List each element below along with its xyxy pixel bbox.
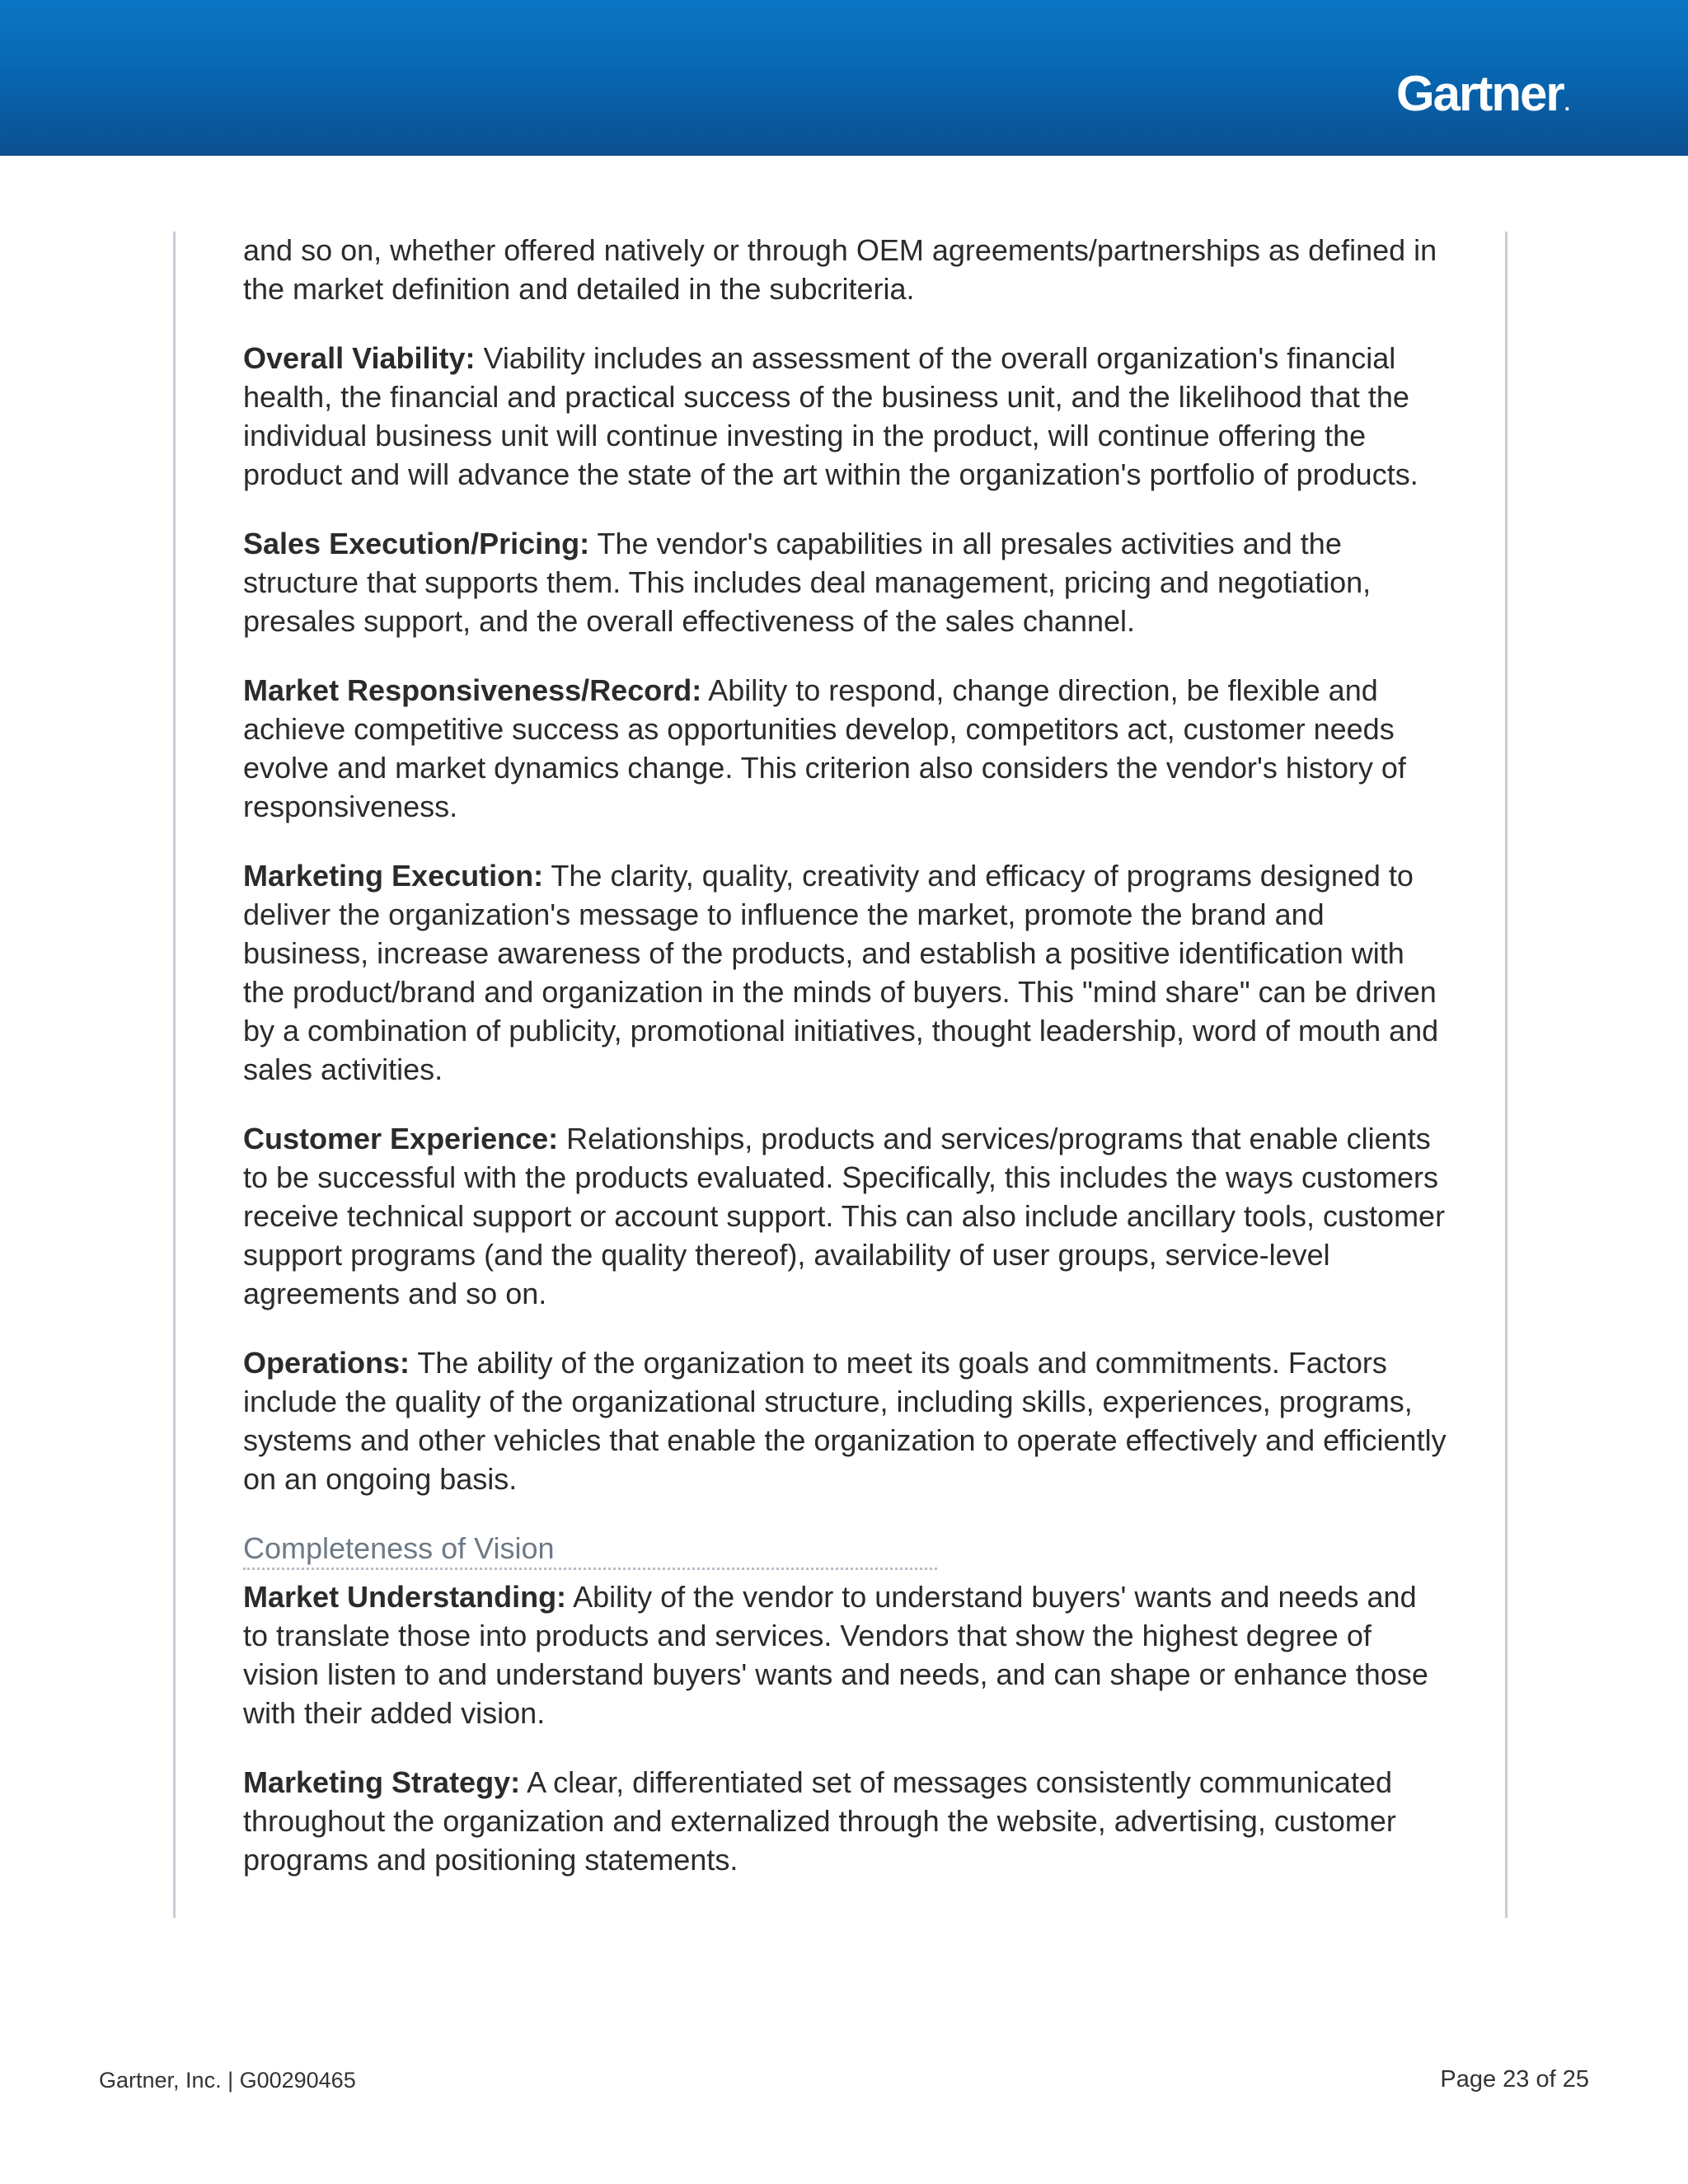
criterion-text: The ability of the organization to meet its goals and commitments. Factors include the quality of the organizational structure, including skills, experiences, programs, systems and other vehicles that enable the organization to operate effectively and efficiently on an ongoing basis. xyxy=(243,1346,1447,1496)
criterion-operations xyxy=(243,1343,1447,1498)
criterion-term: Market Understanding: xyxy=(243,1580,567,1614)
criterion-text: The vendor's capabilities in all presales activities and the structure that supports them. This includes deal management, pricing and negotiation, presales support, and the overall effectiveness of the sales channel. xyxy=(243,527,1372,638)
criterion-marketing-strategy xyxy=(243,1763,1447,1879)
criterion-market-understanding xyxy=(243,1577,1447,1732)
criterion-customer-experience xyxy=(243,1119,1447,1313)
criterion-text: Viability includes an assessment of the overall organization's financial health, the financial and practical success of the business unit, and the likelihood that the individual business unit will continue investing in the product, will continue offering the product and will advance the state of the art within the organization's portfolio of products. xyxy=(243,341,1418,491)
page-header xyxy=(0,0,1688,156)
criterion-overall-viability xyxy=(243,339,1447,494)
gartner-logo xyxy=(1396,64,1568,133)
criterion-term: Operations: xyxy=(243,1346,410,1380)
criterion-term: Marketing Execution: xyxy=(243,859,544,893)
criterion-term: Marketing Strategy: xyxy=(243,1765,521,1799)
criterion-market-responsiveness xyxy=(243,671,1447,826)
intro-paragraph: and so on, whether offered natively or through OEM agreements/partnerships as defined in the market definition and detailed in the subcriteria. xyxy=(243,233,1437,306)
criterion-sales-execution xyxy=(243,524,1447,640)
criterion-term: Customer Experience: xyxy=(243,1122,559,1155)
footer-page-number: Page 23 of 25 xyxy=(1440,2066,1589,2093)
criterion-text: A clear, differentiated set of messages consistently communicated throughout the organization and externalized through the website, advertising, customer programs and positioning statements. xyxy=(243,1765,1396,1877)
footer-document-id: Gartner, Inc. | G00290465 xyxy=(99,2068,356,2093)
criterion-marketing-execution xyxy=(243,856,1447,1089)
logo-dot: . xyxy=(1564,91,1568,115)
criterion-term: Market Responsiveness/Record: xyxy=(243,673,702,707)
criterion-text: Relationships, products and services/programs that enable clients to be successful with the products evaluated. Specifically, this includes the ways customers receive technical support or account support. This can also include ancillary tools, customer support programs (and the quality thereof), availability of user groups, service-level agreements and so on. xyxy=(243,1122,1446,1310)
criterion-text: The clarity, quality, creativity and efficacy of programs designed to deliver the organization's message to influence the market, promote the brand and business, increase awareness of the products, and establish a positive identification with the product/brand and organization in the minds of buyers. This "mind share" can be driven by a combination of publicity, promotional initiatives, thought leadership, word of mouth and sales activities. xyxy=(243,859,1439,1086)
criterion-term: Overall Viability: xyxy=(243,341,476,375)
criterion-text: Ability of the vendor to understand buyers' wants and needs and to translate those into products and services. Vendors that show the highest degree of vision listen to and understand buyers' wants and needs, and can shape or enhance those with their added vision. xyxy=(243,1580,1428,1730)
criterion-term: Sales Execution/Pricing: xyxy=(243,527,590,560)
criterion-text: Ability to respond, change direction, be flexible and achieve competitive success as opportunities develop, competitors act, customer needs evolve and market dynamics change. This criterion also considers the vendor's history of responsiveness. xyxy=(243,673,1406,823)
logo-text: Gartner xyxy=(1396,66,1564,121)
left-margin-rule xyxy=(173,232,176,1918)
right-margin-rule xyxy=(1505,232,1507,1918)
document-body xyxy=(243,231,1447,1910)
section-heading-completeness-of-vision: Completeness of Vision xyxy=(243,1529,937,1570)
